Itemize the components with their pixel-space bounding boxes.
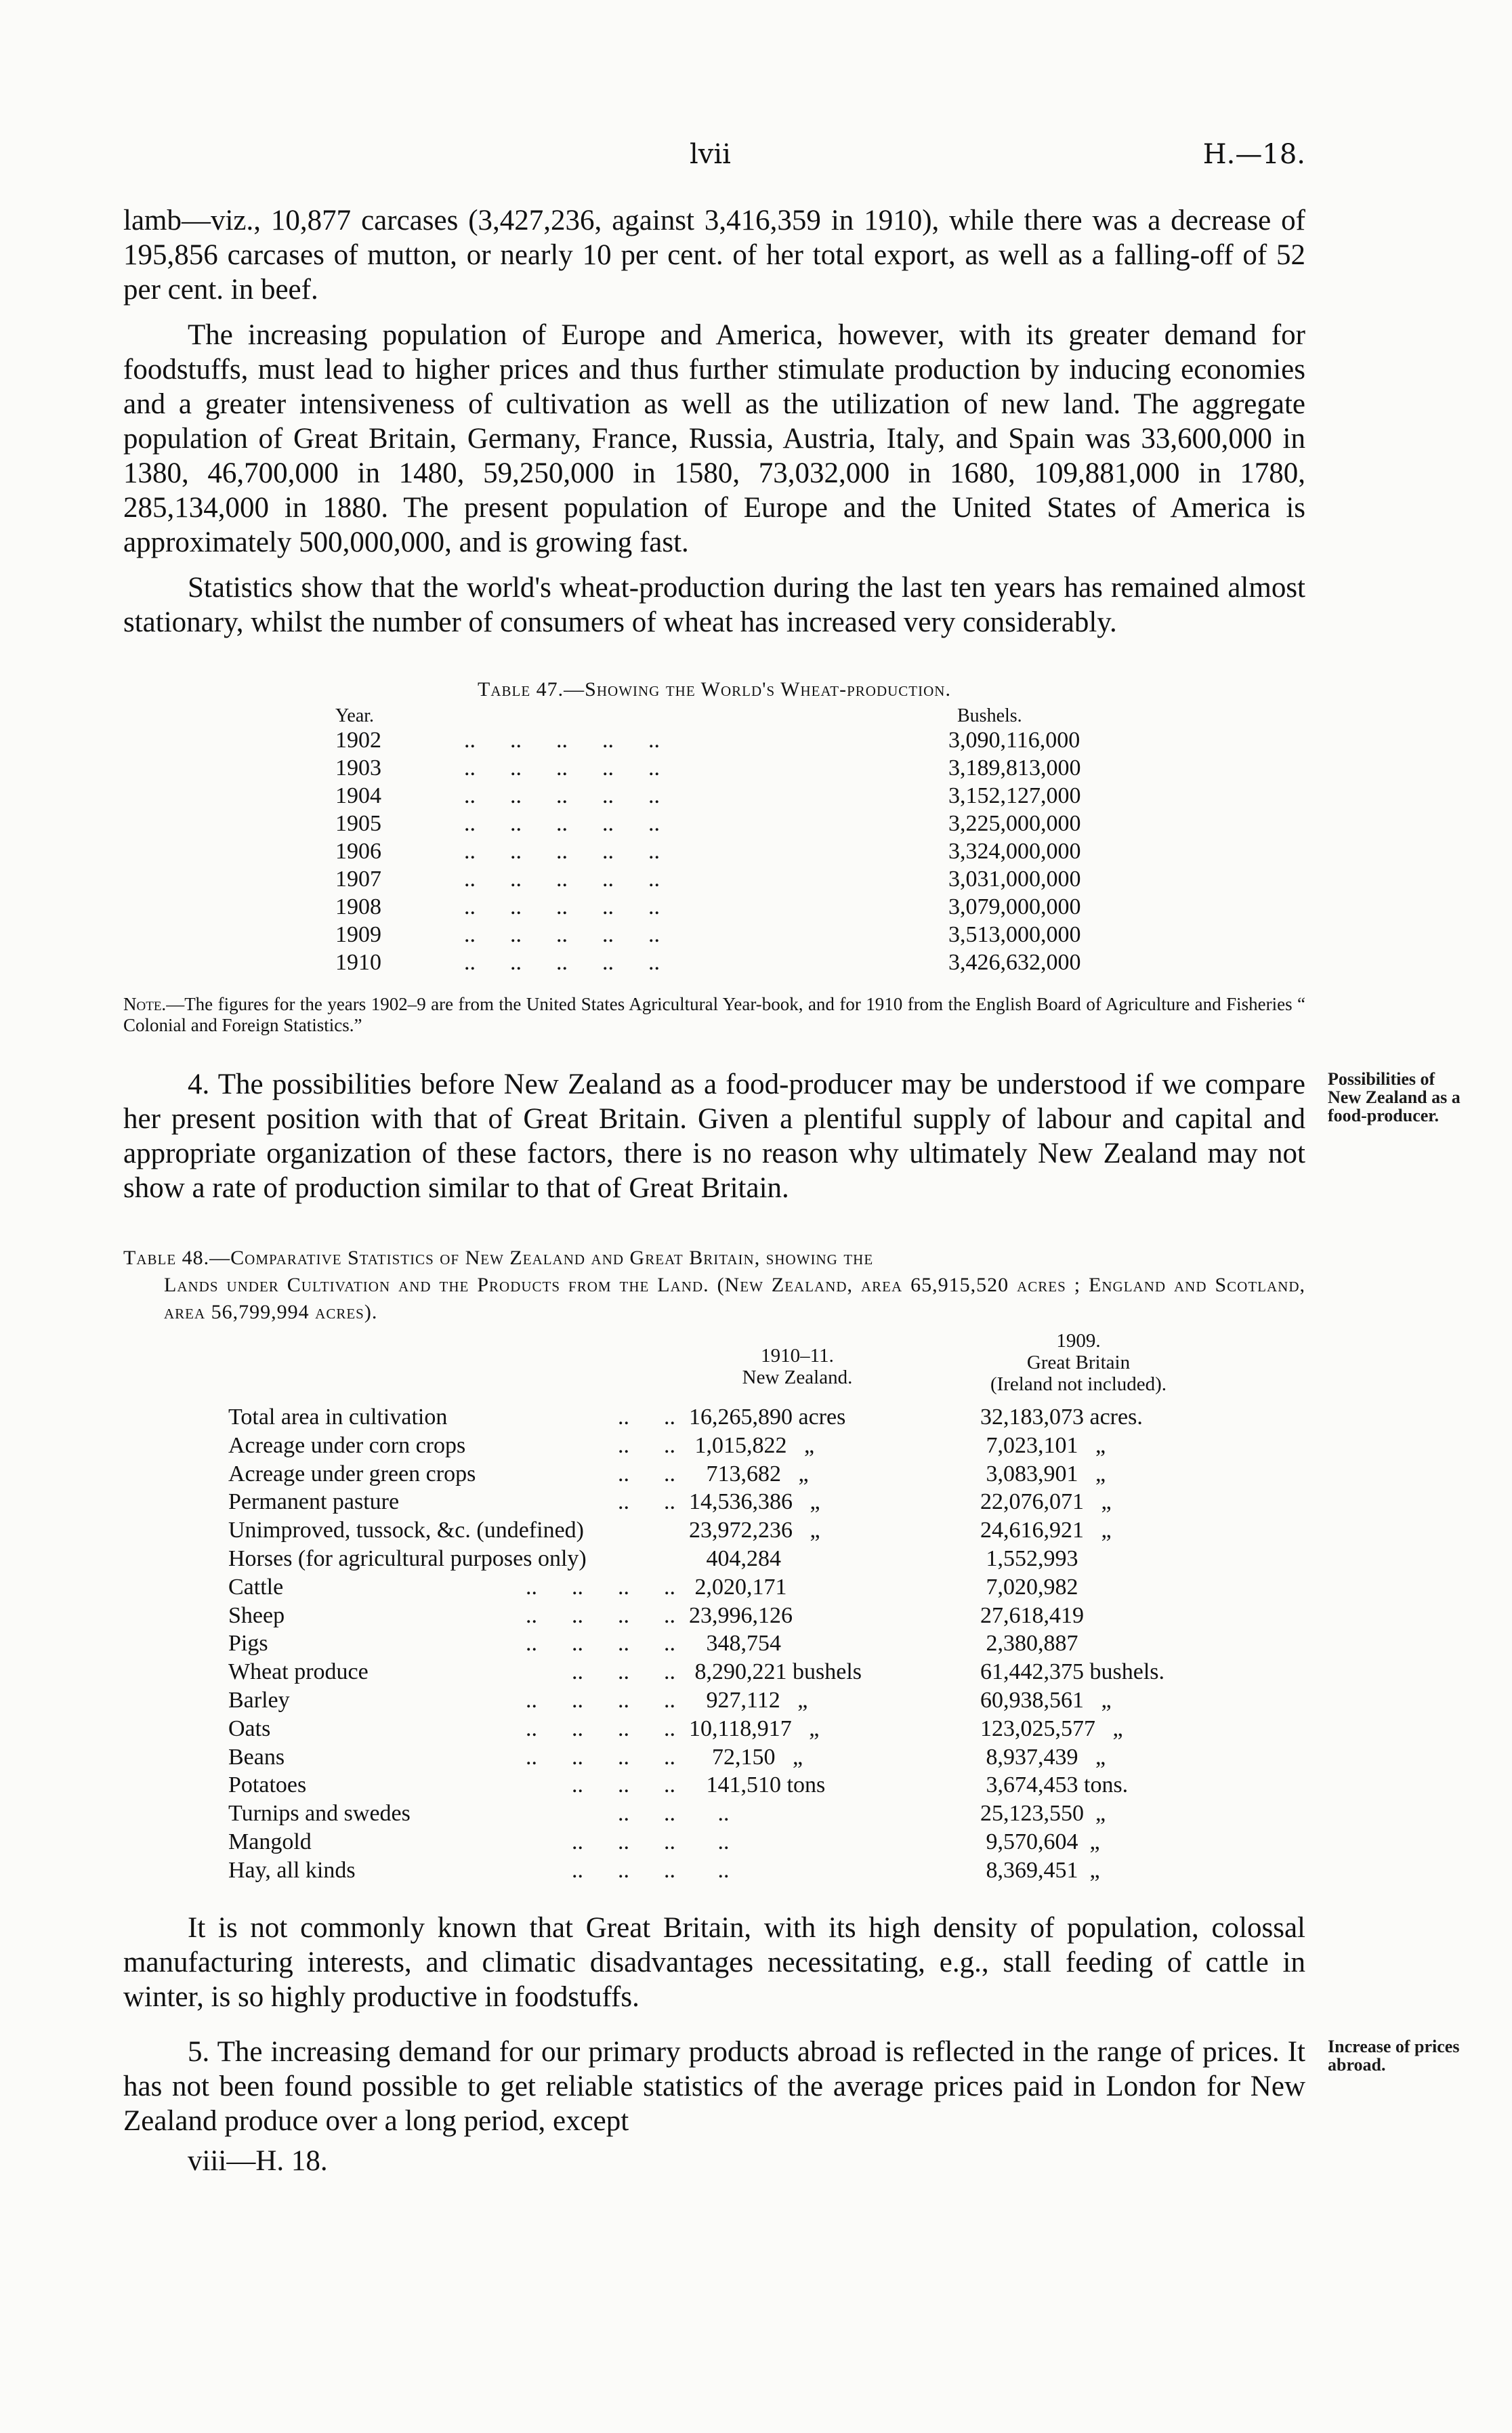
- gb-value-cell: 123,025,577 „: [980, 1715, 1123, 1741]
- nz-value-cell: 10,118,917 „: [689, 1715, 820, 1741]
- row-label: Potatoes: [228, 1772, 307, 1798]
- table-48-row: [123, 1573, 1305, 1602]
- gb-value-cell: 7,020,982: [980, 1574, 1078, 1600]
- row-label: Oats: [228, 1715, 271, 1741]
- table-48-title-line-1: Table 48.—Comparative Statistics of New Zealand and Great Britain, showing the: [123, 1247, 874, 1269]
- table-48-row: [123, 1460, 1305, 1489]
- leader-dots: .. .. .. .. ..: [464, 922, 660, 947]
- table-48-row: [123, 1828, 1305, 1856]
- year-cell: 1904: [335, 783, 381, 808]
- row-label: Turnips and swedes: [228, 1801, 411, 1827]
- section-5-text: 5. The increasing demand for our primary products abroad is reflected in the range of prices. It has not been found possible to get reliable statistics of the average prices paid in London for New Zealand produce over a long period, except: [123, 2035, 1305, 2137]
- row-label: Acreage under green crops: [228, 1461, 476, 1486]
- nz-value-cell: 8,290,221 bushels: [689, 1659, 862, 1685]
- leader-dots: .. .. .. .. ..: [464, 728, 660, 753]
- row-label: Unimproved, tussock, &c. (undefined): [228, 1518, 584, 1543]
- leader-dots: .. ..: [618, 1461, 675, 1486]
- table-48-row: [123, 1715, 1305, 1743]
- year-cell: 1905: [335, 811, 381, 836]
- row-label: Horses (for agricultural purposes only): [228, 1545, 587, 1571]
- table-48-row: [123, 1432, 1305, 1460]
- gb-value-cell: 9,570,604 „: [980, 1829, 1100, 1854]
- leader-dots: .. .. ..: [572, 1857, 675, 1883]
- bushels-cell: 3,225,000,000: [948, 811, 1081, 836]
- row-label: Mangold: [228, 1829, 312, 1854]
- gb-value-cell: 60,938,561 „: [980, 1687, 1112, 1713]
- section-4-margin-note: Possibilities of New Zealand as a food-producer.: [1328, 1069, 1461, 1125]
- gb-value-cell: 2,380,887: [980, 1631, 1078, 1657]
- table-47-note: [123, 994, 1305, 1036]
- leader-dots: .. .. ..: [572, 1829, 675, 1854]
- table-48-row: [123, 1545, 1305, 1573]
- leader-dots: .. ..: [618, 1489, 675, 1515]
- table-48: [123, 1330, 1305, 1885]
- paragraph-3: Statistics show that the world's wheat-production during the last ten years has remained almost stationary, whilst the number of consumers of wheat has increased very considerably.: [123, 572, 1305, 638]
- table-48-title-line-2: Lands under Cultivation and the Products from the Land. (New Zealand, area 65,915,520 acres ; England and Scotland, area 56,799,994 acres).: [164, 1274, 1305, 1323]
- table-48-row: [123, 1602, 1305, 1630]
- nz-value-cell: ..: [689, 1829, 730, 1854]
- table-47-row: [335, 837, 1236, 865]
- nz-value-cell: 72,150 „: [689, 1744, 803, 1770]
- table-48-row: [123, 1629, 1305, 1658]
- gb-value-cell: 8,937,439 „: [980, 1744, 1106, 1770]
- table-47-row: [335, 893, 1236, 921]
- gb-value-cell: 25,123,550 „: [980, 1801, 1106, 1827]
- section-4-text: 4. The possibilities before New Zealand as a food-producer may be understood if we compare her present position with that of Great Britain. Given a plentiful supply of labour and capital and appropriate organization of these factors, there is no reason why ultimately New Zealand may not show a rate of production similar to that of Great Britain.: [123, 1068, 1305, 1204]
- table-47-row: [335, 865, 1236, 893]
- nz-value-cell: ..: [689, 1857, 730, 1883]
- table-48-row: [123, 1403, 1305, 1432]
- nz-value-cell: 14,536,386 „: [689, 1489, 820, 1515]
- leader-dots: .. .. .. ..: [526, 1715, 675, 1741]
- leader-dots: .. .. .. .. ..: [464, 950, 660, 975]
- row-label: Permanent pasture: [228, 1489, 400, 1515]
- leader-dots: .. .. .. ..: [526, 1602, 675, 1628]
- table-47-header: [335, 702, 1236, 726]
- year-cell: 1910: [335, 950, 381, 975]
- bushels-cell: 3,079,000,000: [948, 894, 1081, 919]
- leader-dots: .. .. .. .. ..: [464, 755, 660, 781]
- leader-dots: .. .. .. .. ..: [464, 867, 660, 892]
- leader-dots: .. .. ..: [572, 1659, 675, 1685]
- nz-value-cell: 927,112 „: [689, 1687, 808, 1713]
- table-48-column-headers: [123, 1330, 1305, 1403]
- leader-dots: .. .. .. ..: [526, 1744, 675, 1770]
- section-5: [123, 2035, 1460, 2138]
- nz-value-cell: 141,510 tons: [689, 1772, 826, 1798]
- paragraph-after-table: It is not commonly known that Great Britain, with its high density of population, colossal manufacturing interests, and climatic disadvantages necessitating, e.g., stall feeding of cattle in winter, is so highly productive in foodstuffs.: [123, 1911, 1305, 2013]
- leader-dots: .. .. .. ..: [526, 1631, 675, 1657]
- nz-value-cell: 23,996,126: [689, 1602, 793, 1628]
- table-47-row: [335, 810, 1236, 837]
- leader-dots: .. .. .. .. ..: [464, 894, 660, 919]
- column-bushels-header: Bushels.: [957, 705, 1022, 726]
- leader-dots: .. .. .. ..: [526, 1687, 675, 1713]
- gb-value-cell: 1,552,993: [980, 1545, 1078, 1571]
- table-47-row: [335, 921, 1236, 949]
- gb-value-cell: 7,023,101 „: [980, 1432, 1106, 1458]
- table-48-row: [123, 1743, 1305, 1772]
- gb-column-header: 1909. Great Britain (Ireland not included).: [990, 1330, 1167, 1395]
- leader-dots: .. ..: [618, 1405, 675, 1430]
- table-47-row: [335, 726, 1236, 754]
- year-cell: 1907: [335, 867, 381, 892]
- page-number: lvii: [690, 139, 731, 170]
- note-text: —The figures for the years 1902–9 are from the United States Agricultural Year-book, and for 1910 from the English Board of Agriculture and Fisheries “ Colonial and Foreign Statistics.”: [123, 994, 1305, 1035]
- nz-value-cell: ..: [689, 1801, 730, 1827]
- table-47-row: [335, 782, 1236, 810]
- gb-value-cell: 32,183,073 acres.: [980, 1405, 1143, 1430]
- row-label: Cattle: [228, 1574, 284, 1600]
- row-label: Acreage under corn crops: [228, 1432, 466, 1458]
- section-5-margin-note: Increase of prices abroad.: [1328, 2036, 1460, 2075]
- nz-value-cell: 1,015,822 „: [689, 1432, 815, 1458]
- section-4: [123, 1067, 1461, 1205]
- leader-dots: .. .. ..: [572, 1772, 675, 1798]
- leader-dots: .. ..: [618, 1432, 675, 1458]
- table-48-row: [123, 1658, 1305, 1686]
- gb-value-cell: 8,369,451 „: [980, 1857, 1100, 1883]
- document-reference: H.—18.: [1202, 139, 1305, 170]
- row-label: Beans: [228, 1744, 285, 1770]
- leader-dots: .. .. .. .. ..: [464, 783, 660, 808]
- table-48-title: [123, 1245, 1305, 1326]
- row-label: Hay, all kinds: [228, 1857, 356, 1883]
- leader-dots: .. .. .. .. ..: [464, 811, 660, 836]
- gb-value-cell: 24,616,921 „: [980, 1518, 1112, 1543]
- gb-value-cell: 61,442,375 bushels.: [980, 1659, 1164, 1685]
- table-47-row: [335, 949, 1236, 976]
- table-48-row: [123, 1800, 1305, 1828]
- nz-value-cell: 23,972,236 „: [689, 1518, 820, 1543]
- table-48-row: [123, 1516, 1305, 1545]
- nz-value-cell: 404,284: [689, 1545, 781, 1571]
- nz-value-cell: 348,754: [689, 1631, 781, 1657]
- row-label: Total area in cultivation: [228, 1405, 448, 1430]
- bushels-cell: 3,090,116,000: [948, 728, 1080, 753]
- row-label: Wheat produce: [228, 1659, 369, 1685]
- year-cell: 1909: [335, 922, 381, 947]
- leader-dots: .. .. .. ..: [526, 1574, 675, 1600]
- page-signature: viii—H. 18.: [188, 2144, 328, 2177]
- bushels-cell: 3,324,000,000: [948, 839, 1081, 864]
- table-48-row: [123, 1686, 1305, 1715]
- leader-dots: .. ..: [618, 1801, 675, 1827]
- paragraph-2: The increasing population of Europe and America, however, with its greater demand for foodstuffs, must lead to higher prices and thus further stimulate production by inducing economies and a greater intensiveness of cultivation as well as the utilization of new land. The aggregate population of Great Britain, Germany, France, Russia, Austria, Italy, and Spain was 33,600,000 in 1380, 46,700,000 in 1480, 59,250,000 in 1580, 73,032,000 in 1680, 109,881,000 in 1780, 285,134,000 in 1880. The present population of Europe and the United States of America is approximately 500,000,000, and is growing fast.: [123, 319, 1305, 558]
- table-48-row: [123, 1771, 1305, 1800]
- table-47-row: [335, 754, 1236, 782]
- bushels-cell: 3,031,000,000: [948, 867, 1081, 892]
- gb-value-cell: 3,083,901 „: [980, 1461, 1106, 1486]
- leader-dots: .. .. .. .. ..: [464, 839, 660, 864]
- table-48-row: [123, 1488, 1305, 1516]
- page-body: [123, 203, 1461, 2178]
- row-label: Pigs: [228, 1631, 268, 1657]
- note-label: Note.: [123, 994, 167, 1014]
- year-cell: 1908: [335, 894, 381, 919]
- bushels-cell: 3,513,000,000: [948, 922, 1081, 947]
- bushels-cell: 3,189,813,000: [948, 755, 1081, 781]
- column-year-header: Year.: [335, 705, 375, 726]
- nz-column-header: 1910–11. New Zealand.: [742, 1345, 853, 1388]
- bushels-cell: 3,426,632,000: [948, 950, 1081, 975]
- nz-value-cell: 16,265,890 acres: [689, 1405, 846, 1430]
- year-cell: 1902: [335, 728, 381, 753]
- paragraph-1: lamb—viz., 10,877 carcases (3,427,236, against 3,416,359 in 1910), while there was a decrease of 195,856 carcases of mutton, or nearly 10 per cent. of her total export, as well as a falling-off of 52 per cent. in beef.: [123, 205, 1305, 306]
- gb-value-cell: 22,076,071 „: [980, 1489, 1112, 1515]
- gb-value-cell: 27,618,419: [980, 1602, 1084, 1628]
- row-label: Barley: [228, 1687, 290, 1713]
- nz-value-cell: 713,682 „: [689, 1461, 809, 1486]
- nz-value-cell: 2,020,171: [689, 1574, 787, 1600]
- gb-value-cell: 3,674,453 tons.: [980, 1772, 1129, 1798]
- table-48-row: [123, 1856, 1305, 1885]
- table-47-title: Table 47.—Showing the World's Wheat-production.: [478, 678, 951, 701]
- table-47: [335, 702, 1236, 976]
- year-cell: 1906: [335, 839, 381, 864]
- row-label: Sheep: [228, 1602, 285, 1628]
- bushels-cell: 3,152,127,000: [948, 783, 1081, 808]
- year-cell: 1903: [335, 755, 381, 781]
- page-header: [0, 139, 1512, 180]
